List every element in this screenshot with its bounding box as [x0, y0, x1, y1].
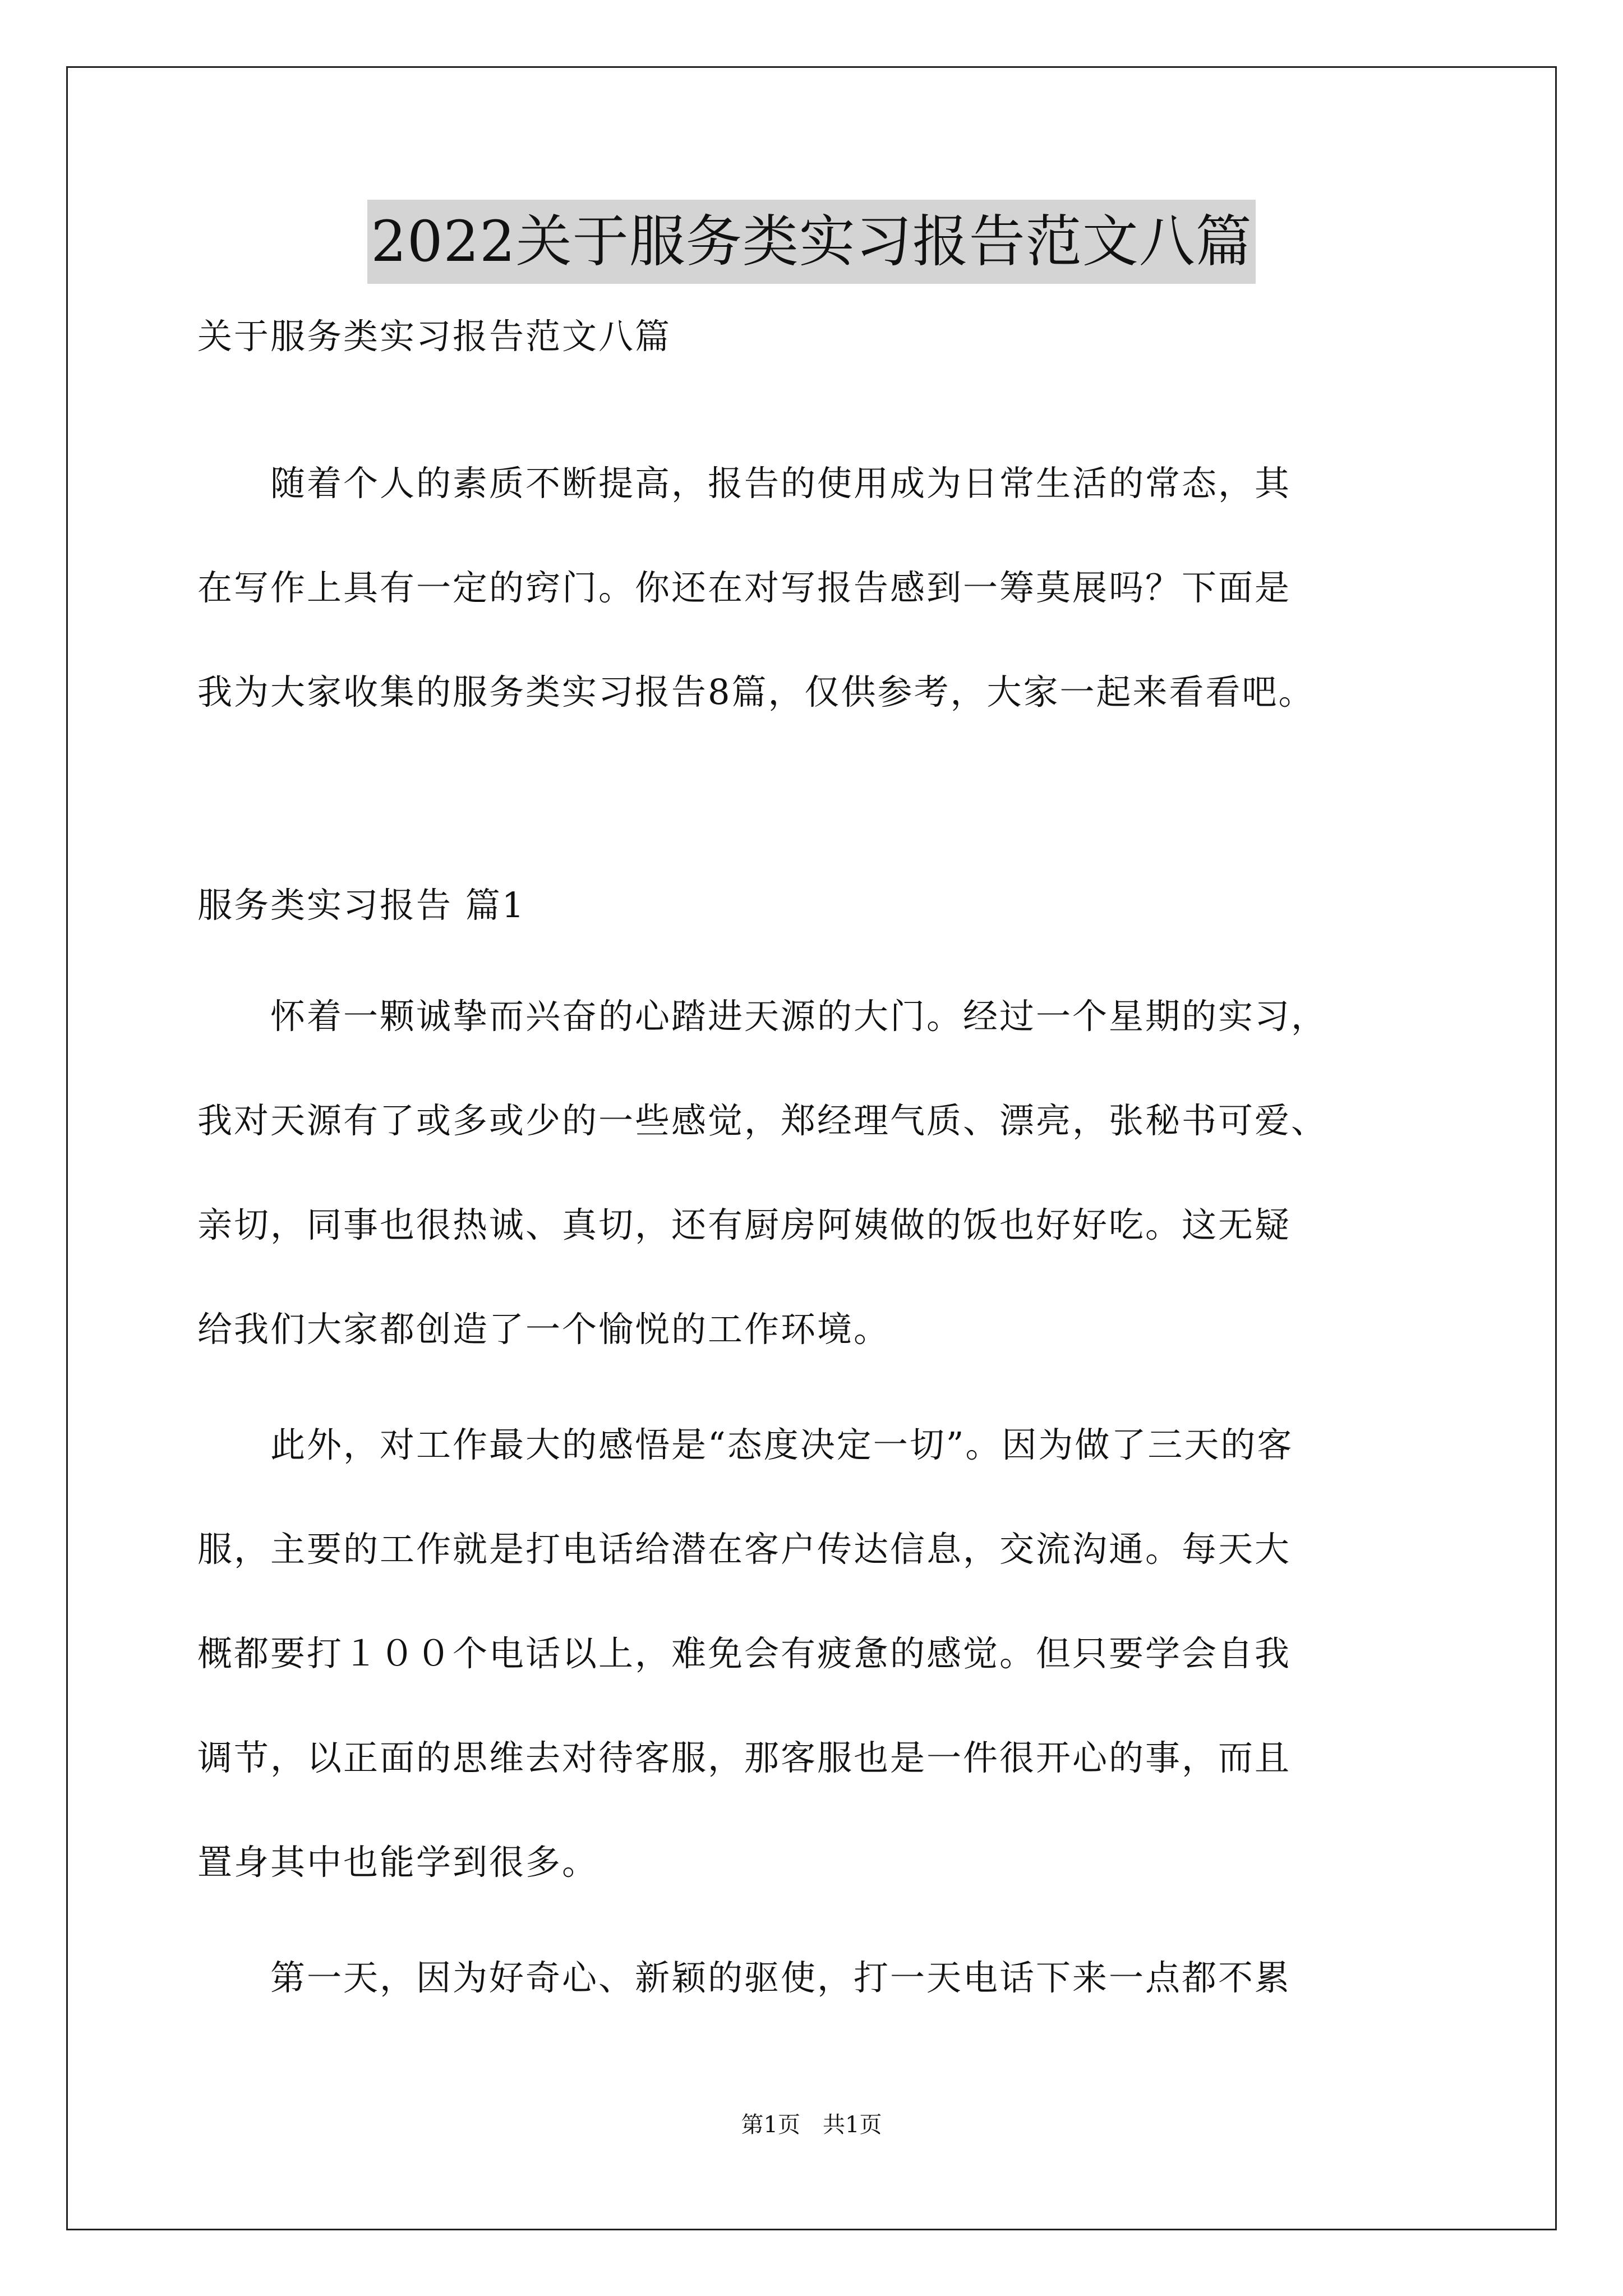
paragraph2-line-5: 置身其中也能学到很多。	[197, 1842, 599, 1883]
page-footer: 第1页 共1页	[741, 2112, 882, 2138]
paragraph2-line-1: 此外，对工作最大的感悟是“态度决定一切”。因为做了三天的客	[197, 1424, 1294, 1465]
paragraph1-line-2: 我对天源有了或多或少的一些感觉，郑经理气质、漂亮，张秘书可爱、	[197, 1100, 1328, 1141]
paragraph1-line-4: 给我们大家都创造了一个愉悦的工作环境。	[197, 1309, 891, 1350]
document-title	[0, 200, 1623, 284]
section-heading: 服务类实习报告 篇1	[197, 885, 526, 926]
intro-line-1: 随着个人的素质不断提高，报告的使用成为日常生活的常态，其	[197, 463, 1292, 504]
document-subtitle: 关于服务类实习报告范文八篇	[197, 316, 672, 357]
intro-line-2: 在写作上具有一定的窍门。你还在对写报告感到一筹莫展吗？下面是	[197, 567, 1292, 608]
paragraph2-line-3: 概都要打１００个电话以上，难免会有疲惫的感觉。但只要学会自我	[197, 1633, 1292, 1674]
paragraph2-line-4: 调节，以正面的思维去对待客服，那客服也是一件很开心的事，而且	[197, 1737, 1292, 1778]
paragraph1-line-1: 怀着一颗诚挚而兴奋的心踏进天源的大门。经过一个星期的实习，	[197, 996, 1328, 1037]
paragraph2-line-2: 服，主要的工作就是打电话给潜在客户传达信息，交流沟通。每天大	[197, 1529, 1292, 1570]
intro-line-3: 我为大家收集的服务类实习报告8篇，仅供参考，大家一起来看看吧。	[197, 671, 1315, 712]
paragraph3-line-1: 第一天，因为好奇心、新颖的驱使，打一天电话下来一点都不累	[197, 1957, 1292, 1998]
paragraph1-line-3: 亲切，同事也很热诚、真切，还有厨房阿姨做的饭也好好吃。这无疑	[197, 1204, 1292, 1245]
document-title-text: 2022关于服务类实习报告范文八篇	[367, 200, 1256, 284]
page-border	[66, 66, 1557, 2230]
